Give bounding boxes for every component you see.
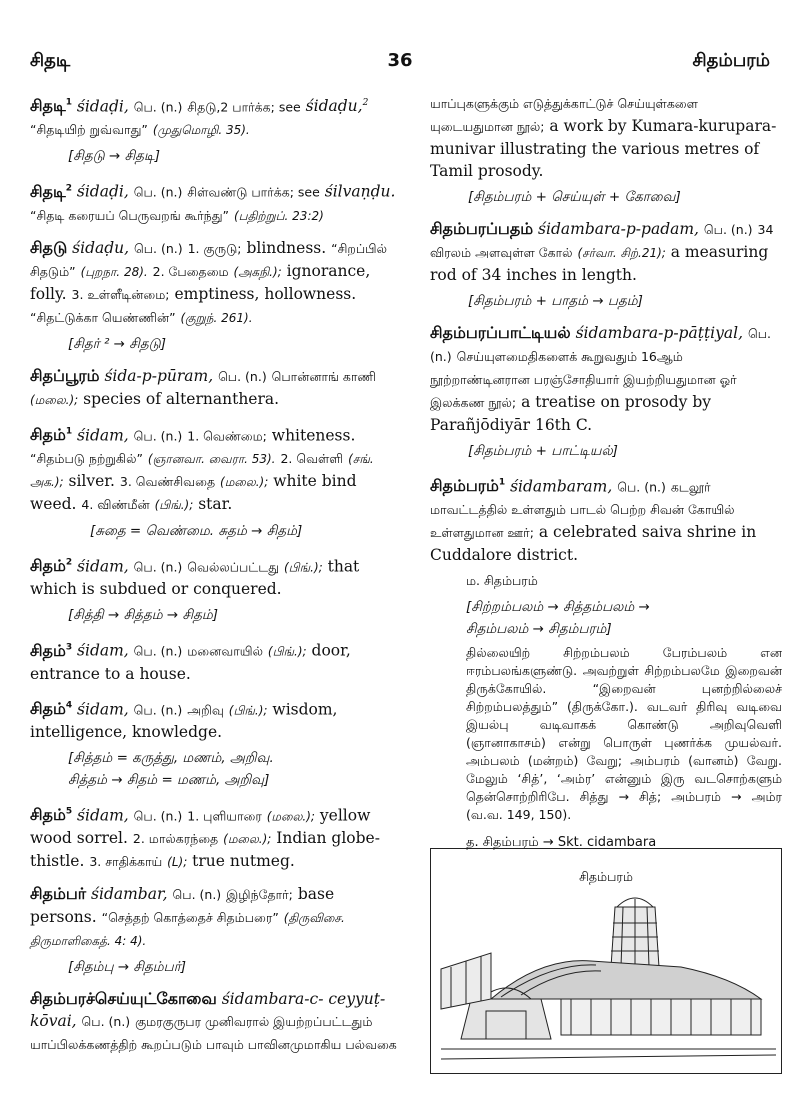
citation: (முதுமொழி. 35). xyxy=(152,123,250,138)
dictionary-entry xyxy=(430,218,782,312)
definition-english: a treatise on prosody by Parañjōdiyār 16th C. xyxy=(430,393,711,434)
part-of-speech: பெ. (n.) xyxy=(133,99,183,115)
dictionary-entry xyxy=(30,801,402,873)
headword: சிதடி$^2$ xyxy=(30,181,72,201)
part-of-speech: பெ. (n.) xyxy=(134,240,183,256)
citation: (குறுந். 261). xyxy=(180,310,253,325)
citation: (புறநா. 28). xyxy=(80,264,148,279)
part-of-speech: பெ. (n.) xyxy=(617,479,666,495)
definition-english: wisdom, intelligence, knowledge. xyxy=(30,699,338,741)
transliteration: śidaḍi, xyxy=(76,97,129,116)
header-first-word: சிதடி xyxy=(30,50,71,71)
headword: சிதம்பரப்பாட்டியல் xyxy=(430,323,571,342)
transliteration: śidam, xyxy=(77,425,129,444)
headword: சிதம்$^5$ xyxy=(30,805,73,825)
temple-illustration xyxy=(430,848,782,1074)
headword: சிதம்$^2$ xyxy=(30,556,73,576)
quotation: “சிதட்டுக்கா யெண்ணின்” xyxy=(30,309,176,325)
citation: (பதிற்றுப். 23:2) xyxy=(233,208,324,223)
sense-english: star. xyxy=(198,494,233,513)
quotation: “சிதம்படு நற்றுகில்” xyxy=(30,450,143,466)
citation: (சர்வா. சிற்.21); xyxy=(577,246,666,260)
sense-english: white bind weed. xyxy=(30,471,357,513)
etymology: [சிதடு → சிதடி] xyxy=(68,148,160,165)
citation: (சங். அக.); xyxy=(30,451,374,489)
headword: சிதடு xyxy=(30,237,68,257)
part-of-speech: பெ. (n.) xyxy=(133,808,183,824)
dictionary-entry xyxy=(430,322,782,462)
transliteration: śidambara-p-pāṭṭiyal, xyxy=(575,324,744,342)
headword: சிதம்$^1$ xyxy=(30,424,73,444)
citation: (பிங்.); xyxy=(283,560,323,575)
sense: 4. விண்மீன் xyxy=(81,496,150,512)
definition: யாப்புகளுக்கும் எடுத்துக்காட்டுச் செய்யுள்களை யுடையதுமான நூல்; xyxy=(430,96,698,134)
etymology: [சிதம்பரம் + பாதம் → பதம்] xyxy=(468,293,643,309)
definition: இழிந்தோர்; xyxy=(226,887,293,903)
part-of-speech: பெ. (n.) xyxy=(133,559,183,575)
sense: 2. வெள்ளி xyxy=(280,450,344,466)
quotation: “சிறப்பில் சிதடும்” xyxy=(30,240,387,279)
sense-english: blindness. xyxy=(246,238,327,257)
dictionary-entry xyxy=(30,552,402,626)
dictionary-entry xyxy=(30,695,402,791)
part-of-speech: பெ. (n.) xyxy=(172,887,222,903)
citation: (திருவிசை. திருமாளிகைத். 4: 4). xyxy=(30,911,345,949)
cognate-malayalam: ம. சிதம்பரம் xyxy=(466,573,538,589)
part-of-speech: பெ. (n.) xyxy=(133,427,183,443)
definition-english: that which is subdued or conquered. xyxy=(30,557,360,599)
etymology: [சித்தி → சித்தம் → சிதம்] xyxy=(68,607,219,624)
quotation: “சிதடி கரையப் பெருவறங் கூர்ந்து” xyxy=(30,207,230,223)
transliteration: śidambar, xyxy=(91,885,168,904)
dictionary-entry xyxy=(30,365,402,411)
usage-note: தில்லையிற் சிற்றம்பலம் பேரம்பலம் என ஈரம்பலங்களுண்டு. அவற்றுள் சிற்றம்பலமே இறைவன் திருக்கோயில். “இறைவன் புனற்றில்லைச் சிற்றம்பலத்தும்” (திருக்கோ.). வடவர் திரிவு வடிவை இயல்பு வடிவாகக் கொண்டு அறிவுவெளி (ஞானாகாசம்) என்று பொருள் புணர்க்க முயல்வர். அம்பலம் (மன்றம்) வேறு; அம்பரம் (வானம்) வேறு. மேலும் ‘சித்’, ‘அம்ர’ என்னும் இரு வடசொற்களும் தென்சொற்றிரிபே. சித்து → சித்; அம்பரம் → அம்ர (வ.வ. 149, 150). xyxy=(466,645,782,823)
dictionary-entry xyxy=(30,421,402,542)
part-of-speech: பெ. (n.) xyxy=(430,326,771,364)
transliteration: śidaḍu, xyxy=(72,238,130,257)
headword: சிதம்$^3$ xyxy=(30,640,73,660)
dictionary-entry xyxy=(30,92,402,167)
sense-english: whiteness. xyxy=(271,425,356,444)
headword: சிதடி$^1$ xyxy=(30,96,72,116)
sense: 3. சாதிக்காய் xyxy=(89,854,163,870)
citation: (அகநி.); xyxy=(233,264,282,279)
definition: செய்யுளமைதிகளைக் கூறுவதும் 16ஆம் நூற்றாண்டினரான பரஞ்சோதியார் இயற்றியதுமான ஓர் இலக்கண நூல்; xyxy=(430,349,737,410)
sense: 1. புளியாரை xyxy=(187,808,262,824)
part-of-speech: பெ. (n.) xyxy=(133,643,183,659)
derivation-note: த. சிதம்பரம் → Skt. cidambara xyxy=(466,835,657,851)
part-of-speech: பெ. (n.) xyxy=(81,1014,131,1030)
transliteration: śidaḍi, xyxy=(76,182,129,201)
transliteration: śidam, xyxy=(77,806,129,825)
headword: சிதம்பரப்பதம் xyxy=(430,219,534,238)
transliteration: śidam, xyxy=(77,699,129,718)
sense-english: Indian globe-thistle. xyxy=(30,829,380,871)
cross-reference: śilvaṇḍu. xyxy=(324,182,396,201)
sense-english: ignorance, folly. xyxy=(30,261,371,303)
citation: (மலை.); xyxy=(30,392,79,407)
definition: குமரகுருபர முனிவரால் இயற்றப்பட்டதும் யாப்பிலக்கணத்திற் கூறப்படும் பாவும் பாவினமுமாகிய பல்வகை xyxy=(30,1014,397,1053)
sense: 2. மால்கரந்தை xyxy=(132,831,219,847)
definition-english: door, entrance to a house. xyxy=(30,641,351,683)
definition-english: a measuring rod of 34 inches in length. xyxy=(430,243,769,284)
definition: மனைவாயில் xyxy=(187,643,263,659)
entry-continuation xyxy=(430,92,782,208)
left-column xyxy=(30,92,402,1066)
citation: (பிங்.); xyxy=(228,702,268,717)
etymology: [சிதம்பரம் + செய்யுள் + கோவை] xyxy=(468,189,681,205)
dictionary-entry xyxy=(430,472,782,854)
transliteration: śidam, xyxy=(77,557,129,576)
dictionary-entry xyxy=(30,237,402,355)
dictionary-entry xyxy=(30,883,402,978)
transliteration: śidambara-c- ceyyuṭ-kōvai, xyxy=(30,990,386,1031)
dictionary-entry xyxy=(30,636,402,684)
transliteration: śida-p-pūram, xyxy=(104,366,214,385)
transliteration: śidambara-p-padam, xyxy=(538,220,699,238)
citation: (ஞானவா. வைரா. 53). xyxy=(147,451,276,466)
citation: (பிங்.); xyxy=(154,497,194,512)
etymology: [சித்தம் = கருத்து, மணம், அறிவு. சித்தம் → சிதம் = மணம், அறிவு] xyxy=(68,749,274,788)
sense-english: emptiness, hollowness. xyxy=(174,284,357,303)
definition: சிதடு,2 பார்க்க; see xyxy=(187,99,301,115)
sense: 3. வெண்சிவதை xyxy=(119,473,216,489)
running-header xyxy=(30,50,770,80)
page-number: 36 xyxy=(387,50,413,71)
definition-english: a work by Kumara-kurupara-munivar illustrating the various metres of Tamil prosody. xyxy=(430,117,777,180)
etymology: [சிதம்பரம் + பாட்டியல்] xyxy=(468,443,618,459)
transliteration: śidam, xyxy=(77,641,129,660)
definition: 34 விரலம் அளவுள்ள கோல் xyxy=(430,222,774,260)
sense-english: true nutmeg. xyxy=(192,852,295,871)
sense-english: yellow wood sorrel. xyxy=(30,806,371,848)
definition: அறிவு xyxy=(187,701,224,717)
headword: சிதம்பர் xyxy=(30,884,87,904)
part-of-speech: பெ. (n.) xyxy=(703,222,753,237)
sense: 1. வெண்மை; xyxy=(187,427,267,443)
etymology: [சிதம்பு → சிதம்பர்] xyxy=(68,959,187,976)
part-of-speech: பெ. (n.) xyxy=(133,184,183,200)
right-column xyxy=(430,92,782,864)
headword: சிதப்பூரம் xyxy=(30,365,100,385)
citation: (மலை.); xyxy=(266,809,315,824)
definition: பொன்னாங் காணி xyxy=(271,368,377,384)
definition-english: base persons. xyxy=(30,885,335,927)
quotation: “செத்தற் கொத்தைச் சிதம்பரை” xyxy=(101,910,279,926)
citation: (மலை.); xyxy=(220,474,269,489)
definition: கடலூர் மாவட்டத்தில் உள்ளதும் பாடல் பெற்ற சிவன் கோயில் உள்ளதுமான ஊர்; xyxy=(430,479,735,541)
headword: சிதம்பரம்$^1$ xyxy=(430,476,506,496)
sense: 1. குருடு; xyxy=(187,240,242,256)
part-of-speech: பெ. (n.) xyxy=(133,701,183,717)
definition-english: species of alternanthera. xyxy=(83,389,280,408)
citation: (L); xyxy=(167,855,188,870)
cross-reference: śidaḍu,$^2$ xyxy=(305,97,369,116)
etymology: [சிற்றம்பலம் → சித்தம்பலம் → சிதம்பலம் → சிதம்பரம்] xyxy=(466,599,650,638)
sense-english: silver. xyxy=(68,471,115,490)
dictionary-entry xyxy=(30,177,402,226)
headword: சிதம்பரச்செய்யுட்கோவை xyxy=(30,989,217,1009)
citation: (மலை.); xyxy=(223,832,272,847)
definition: சிள்வண்டு பார்க்க; see xyxy=(187,184,320,200)
sense: 2. பேதைமை xyxy=(152,263,229,279)
transliteration: śidambaram, xyxy=(510,477,613,496)
definition: வெல்லப்பட்டது xyxy=(187,559,280,575)
part-of-speech: பெ. (n.) xyxy=(218,368,267,384)
sense: 3. உள்ளீடின்மை; xyxy=(71,286,170,302)
etymology: [சுதை = வெண்மை. சுதம் → சிதம்] xyxy=(90,522,303,539)
etymology: [சிதர் ² → சிதடு] xyxy=(68,335,166,352)
figure-caption: சிதம்பரம் xyxy=(579,869,633,884)
dictionary-entry xyxy=(30,988,402,1056)
quotation: “சிதடியிற் றுவ்வாது” xyxy=(30,122,148,138)
headword: சிதம்$^4$ xyxy=(30,698,73,718)
definition-english: a celebrated saiva shrine in Cuddalore district. xyxy=(430,523,757,565)
header-last-word: சிதம்பரம் xyxy=(692,50,770,71)
citation: (பிங்.); xyxy=(267,644,307,659)
